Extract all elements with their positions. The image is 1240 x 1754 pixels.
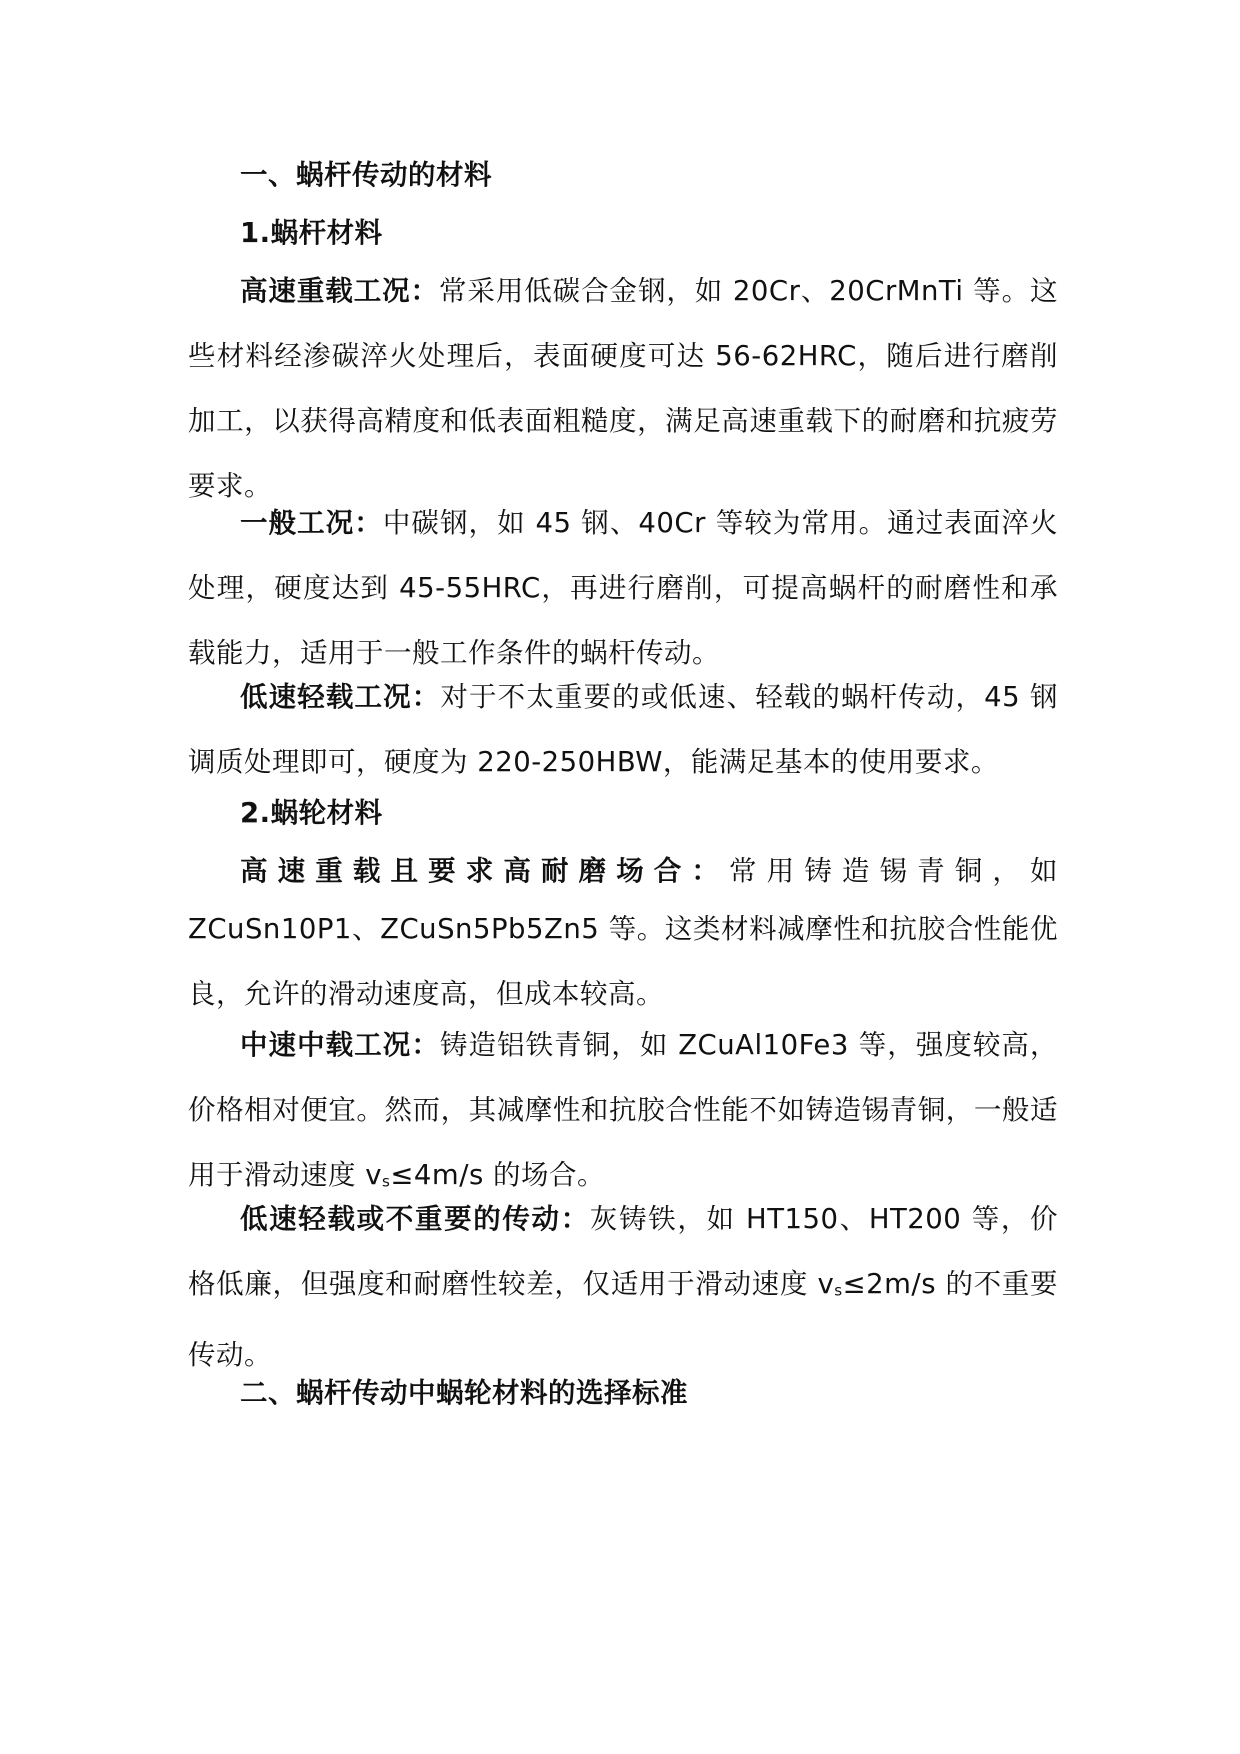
worm-low-speed-paragraph: [188, 665, 1058, 795]
worm-general-paragraph: [188, 491, 1058, 686]
wheel-high-speed-line1: [188, 839, 1058, 904]
paragraph-label: 低速轻载或不重要的传动：: [240, 1203, 590, 1235]
paragraph-text: 灰铸铁，如 HT150、HT200 等，价格低廉，但强度和耐磨性较差，仅适用于滑动速度 v: [188, 1203, 1059, 1300]
section2-title: 二、蜗杆传动中蜗轮材料的选择标准: [240, 1377, 688, 1409]
wheel-low-speed-paragraph: [188, 1187, 1058, 1388]
wheel-mid-speed-paragraph: [188, 1013, 1058, 1214]
paragraph-text: 对于不太重要的或低速、轻载的蜗杆传动，45 钢调质处理即可，硬度为 220-250HBW，能满足基本的使用要求。: [188, 681, 1059, 778]
paragraph-text: 常用铸造锡青铜，如: [729, 855, 1058, 887]
wheel-material-title: 2.蜗轮材料: [240, 797, 383, 829]
paragraph-text: 中碳钢，如 45 钢、40Cr 等较为常用。通过表面淬火处理，硬度达到 45-55HRC，再进行磨削，可提高蜗杆的耐磨性和承载能力，适用于一般工作条件的蜗杆传动。: [188, 507, 1058, 669]
wheel-high-speed-rest: [188, 897, 1058, 1027]
paragraph-label: 中速中载工况：: [240, 1029, 440, 1061]
paragraph-label: 低速轻载工况：: [240, 681, 441, 713]
paragraph-label: 高速重载工况：: [240, 275, 439, 307]
paragraph-text: ZCuSn10P1、ZCuSn5Pb5Zn5 等。这类材料减摩性和抗胶合性能优良，允许的滑动速度高，但成本较高。: [188, 913, 1058, 1010]
paragraph-text: ≤4m/s 的场合。: [390, 1159, 606, 1191]
subscript: s: [834, 1281, 843, 1300]
paragraph-label: 高速重载且要求高耐磨场合：: [240, 855, 730, 887]
subscript: s: [382, 1172, 391, 1191]
paragraph-text: 常采用低碳合金钢，如 20Cr、20CrMnTi 等。这些材料经渗碳淬火处理后，表面硬度可达 56-62HRC，随后进行磨削加工，以获得高精度和低表面粗糙度，满足高速重载下的耐磨和抗疲劳要求。: [188, 275, 1059, 502]
paragraph-text: ≤2m/s 的不重要传动。: [188, 1268, 1059, 1372]
section1-title: 一、蜗杆传动的材料: [240, 159, 492, 191]
paragraph-text: 铸造铝铁青铜，如 ZCuAl10Fe3 等，强度较高，价格相对便宜。然而，其减摩性和抗胶合性能不如铸造锡青铜，一般适用于滑动速度 v: [188, 1029, 1058, 1191]
worm-material-title: 1.蜗杆材料: [240, 217, 383, 249]
paragraph-label: 一般工况：: [240, 507, 383, 539]
worm-high-speed-paragraph: [188, 259, 1058, 519]
